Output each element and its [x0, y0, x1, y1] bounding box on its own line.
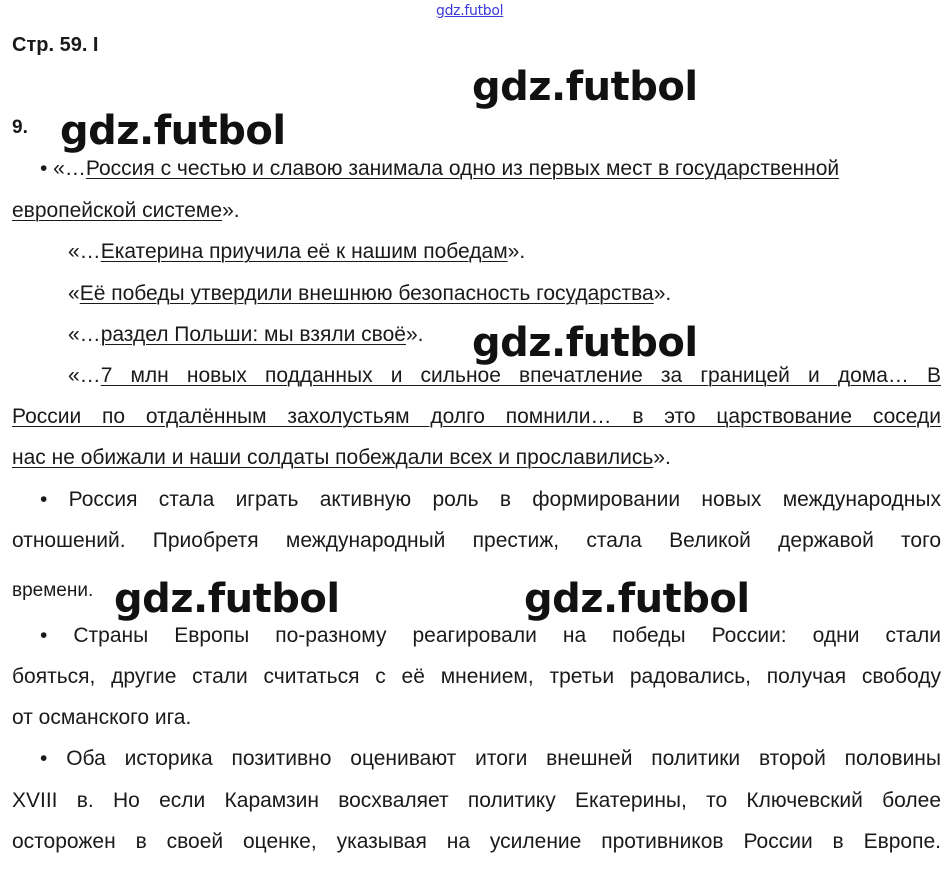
quote-1-text-cont: европейской системе [12, 199, 223, 222]
paragraph-2-line-2: отношений. Приобретя международный престиж, стала Великой державой того [12, 529, 941, 552]
site-link[interactable]: gdz.futbol [436, 3, 504, 19]
quote-3-text: Её победы утвердили внешнюю безопасность государства [79, 282, 654, 305]
watermark-1: gdz.futbol [472, 64, 698, 110]
quote-4 [68, 321, 423, 349]
quote-1-close: ». [222, 199, 240, 222]
quote-2-text: Екатерина приучила её к нашим победам [100, 240, 508, 263]
page-reference: Стр. 59. I [12, 34, 99, 56]
watermark-4: gdz.futbol [114, 576, 340, 622]
quote-4-open: «… [68, 323, 101, 346]
quote-5-line-2 [12, 403, 941, 431]
paragraph-3-line-3: от османского ига. [12, 706, 192, 729]
quote-4-close: ». [405, 323, 424, 346]
quote-5-line-1 [68, 362, 941, 390]
watermark-2: gdz.futbol [60, 108, 286, 154]
quote-1-text: Россия с честью и славою занимала одно из первых мест в государственной [85, 157, 840, 180]
paragraph-3-line-2: бояться, другие стали считаться с её мнением, третьи радовались, получая свободу [12, 665, 941, 688]
paragraph-4-line-3: осторожен в своей оценке, указывая на усиление противников России в Европе. [12, 830, 941, 853]
quote-5-text: 7 млн новых подданных и сильное впечатление за границей и дома… В [100, 364, 941, 387]
quote-4-text: раздел Польши: мы взяли своё [100, 323, 406, 346]
quote-2-close: ». [507, 240, 526, 263]
quote-2 [68, 238, 525, 266]
paragraph-3-line-1: • Страны Европы по-разному реагировали на победы России: одни стали [40, 624, 941, 647]
quote-5-close: ». [653, 446, 671, 469]
quote-2-open: «… [68, 240, 101, 263]
paragraph-4-line-2: XVIII в. Но если Карамзин восхваляет политику Екатерины, то Ключевский более [12, 789, 941, 812]
watermark-5: gdz.futbol [524, 576, 750, 622]
paragraph-2-line-1: • Россия стала играть активную роль в формировании новых международных [40, 488, 941, 511]
paragraph-4-line-1: • Оба историка позитивно оценивают итоги внешней политики второй половины [40, 747, 941, 770]
quote-5-text-end: нас не обижали и наши солдаты побеждали всех и прославились [12, 446, 654, 469]
quote-1-bullet: • «… [40, 157, 86, 180]
quote-5-line-3 [12, 444, 671, 472]
quote-1-line-2 [12, 197, 240, 225]
quote-5-text-cont: России по отдалённым захолустьям долго помнили… в это царствование соседи [12, 405, 941, 428]
quote-3 [68, 280, 671, 308]
quote-5-open: «… [68, 364, 101, 387]
task-number: 9. [12, 117, 28, 138]
paragraph-2-line-3: времени. [12, 580, 94, 601]
watermark-3: gdz.futbol [472, 320, 698, 366]
quote-1-line-1 [40, 155, 839, 183]
quote-3-close: ». [653, 282, 672, 305]
quote-3-open: « [68, 282, 80, 305]
